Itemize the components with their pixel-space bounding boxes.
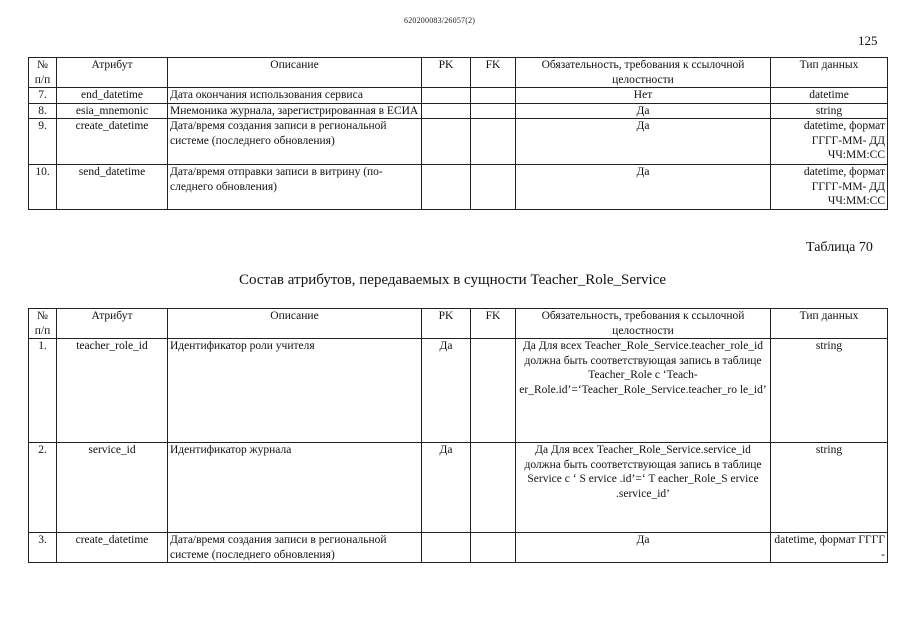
row-data-type: datetime, формат ГГГГ-ММ- ДД ЧЧ:ММ:СС (771, 165, 888, 210)
row-description: Идентификатор журнала (168, 443, 422, 533)
row-num: 1. (29, 339, 57, 443)
row-fk (471, 119, 516, 165)
row-data-type: string (771, 443, 888, 533)
row-num: 7. (29, 88, 57, 104)
table-header-row (29, 309, 888, 339)
row-pk: Да (422, 339, 471, 443)
row-attribute: service_id (57, 443, 168, 533)
table-row (29, 88, 888, 104)
row-fk (471, 443, 516, 533)
row-fk (471, 103, 516, 119)
table-row (29, 103, 888, 119)
row-requirements: Да (516, 165, 771, 210)
header-fk: FK (471, 58, 516, 88)
row-num: 9. (29, 119, 57, 165)
page-number: 125 (858, 33, 878, 48)
row-data-type: datetime (771, 88, 888, 104)
table-row (29, 165, 888, 210)
table-row (29, 119, 888, 165)
row-data-type: datetime, формат ГГГГ-ММ- ДД ЧЧ:ММ:СС (771, 119, 888, 165)
header-num: № п/п (29, 309, 57, 339)
row-attribute: esia_mnemonic (57, 103, 168, 119)
row-fk (471, 533, 516, 563)
table-row (29, 443, 888, 533)
row-description: Дата/время создания записи в региональной системе (последнего обновления) (168, 119, 422, 165)
teacher-role-service-table (28, 308, 888, 563)
row-description: Дата/время отправки записи в витрину (по-следнего обновления) (168, 165, 422, 210)
header-pk: PK (422, 309, 471, 339)
row-description: Идентификатор роли учителя (168, 339, 422, 443)
row-requirements: Да (516, 103, 771, 119)
row-pk: Да (422, 443, 471, 533)
header-description: Описание (168, 309, 422, 339)
table-header-row (29, 58, 888, 88)
header-data-type: Тип данных (771, 309, 888, 339)
row-data-type: datetime, формат ГГГГ - (771, 533, 888, 563)
table-number-label: Таблица 70 (806, 240, 873, 255)
row-pk (422, 119, 471, 165)
header-requirements: Обязательность, требования к ссылочной целостности (516, 309, 771, 339)
header-num: № п/п (29, 58, 57, 88)
row-description: Дата окончания использования сервиса (168, 88, 422, 104)
row-pk (422, 165, 471, 210)
row-requirements: Да (516, 533, 771, 563)
row-attribute: create_datetime (57, 119, 168, 165)
row-description: Мнемоника журнала, зарегистрированная в ЕСИА (168, 103, 422, 119)
attributes-table-continued (28, 57, 888, 210)
row-description: Дата/время создания записи в региональной системе (последнего обновления) (168, 533, 422, 563)
row-requirements: Нет (516, 88, 771, 104)
row-num: 10. (29, 165, 57, 210)
row-requirements: Да Для всех Teacher_Role_Service.teacher_role_id должна быть соответствующая запись в таблице Teacher_Role с ‘Teach-er_Role.id’=‘Teacher_Role_Service.teacher_ro le_id’ (516, 339, 771, 443)
row-fk (471, 165, 516, 210)
row-fk (471, 88, 516, 104)
header-data-type: Тип данных (771, 58, 888, 88)
row-attribute: end_datetime (57, 88, 168, 104)
row-pk (422, 103, 471, 119)
row-requirements: Да Для всех Teacher_Role_Service.service_id должна быть соответствующая запись в таблице Service с ‘ S ervice .id’=‘ T eacher_Role_S ervice .service_id’ (516, 443, 771, 533)
header-requirements: Обязательность, требования к ссылочной целостности (516, 58, 771, 88)
document-id: 620200083/26057(2) (404, 16, 476, 25)
header-fk: FK (471, 309, 516, 339)
row-requirements: Да (516, 119, 771, 165)
header-pk: PK (422, 58, 471, 88)
row-pk (422, 533, 471, 563)
row-attribute: create_datetime (57, 533, 168, 563)
row-data-type: string (771, 339, 888, 443)
header-description: Описание (168, 58, 422, 88)
row-num: 2. (29, 443, 57, 533)
table-row (29, 533, 888, 563)
row-attribute: teacher_role_id (57, 339, 168, 443)
table-row (29, 339, 888, 443)
row-num: 3. (29, 533, 57, 563)
row-pk (422, 88, 471, 104)
row-data-type: string (771, 103, 888, 119)
row-num: 8. (29, 103, 57, 119)
table-caption: Состав атрибутов, передаваемых в сущности Teacher_Role_Service (238, 272, 667, 288)
row-attribute: send_datetime (57, 165, 168, 210)
header-attribute: Атрибут (57, 58, 168, 88)
header-attribute: Атрибут (57, 309, 168, 339)
row-fk (471, 339, 516, 443)
